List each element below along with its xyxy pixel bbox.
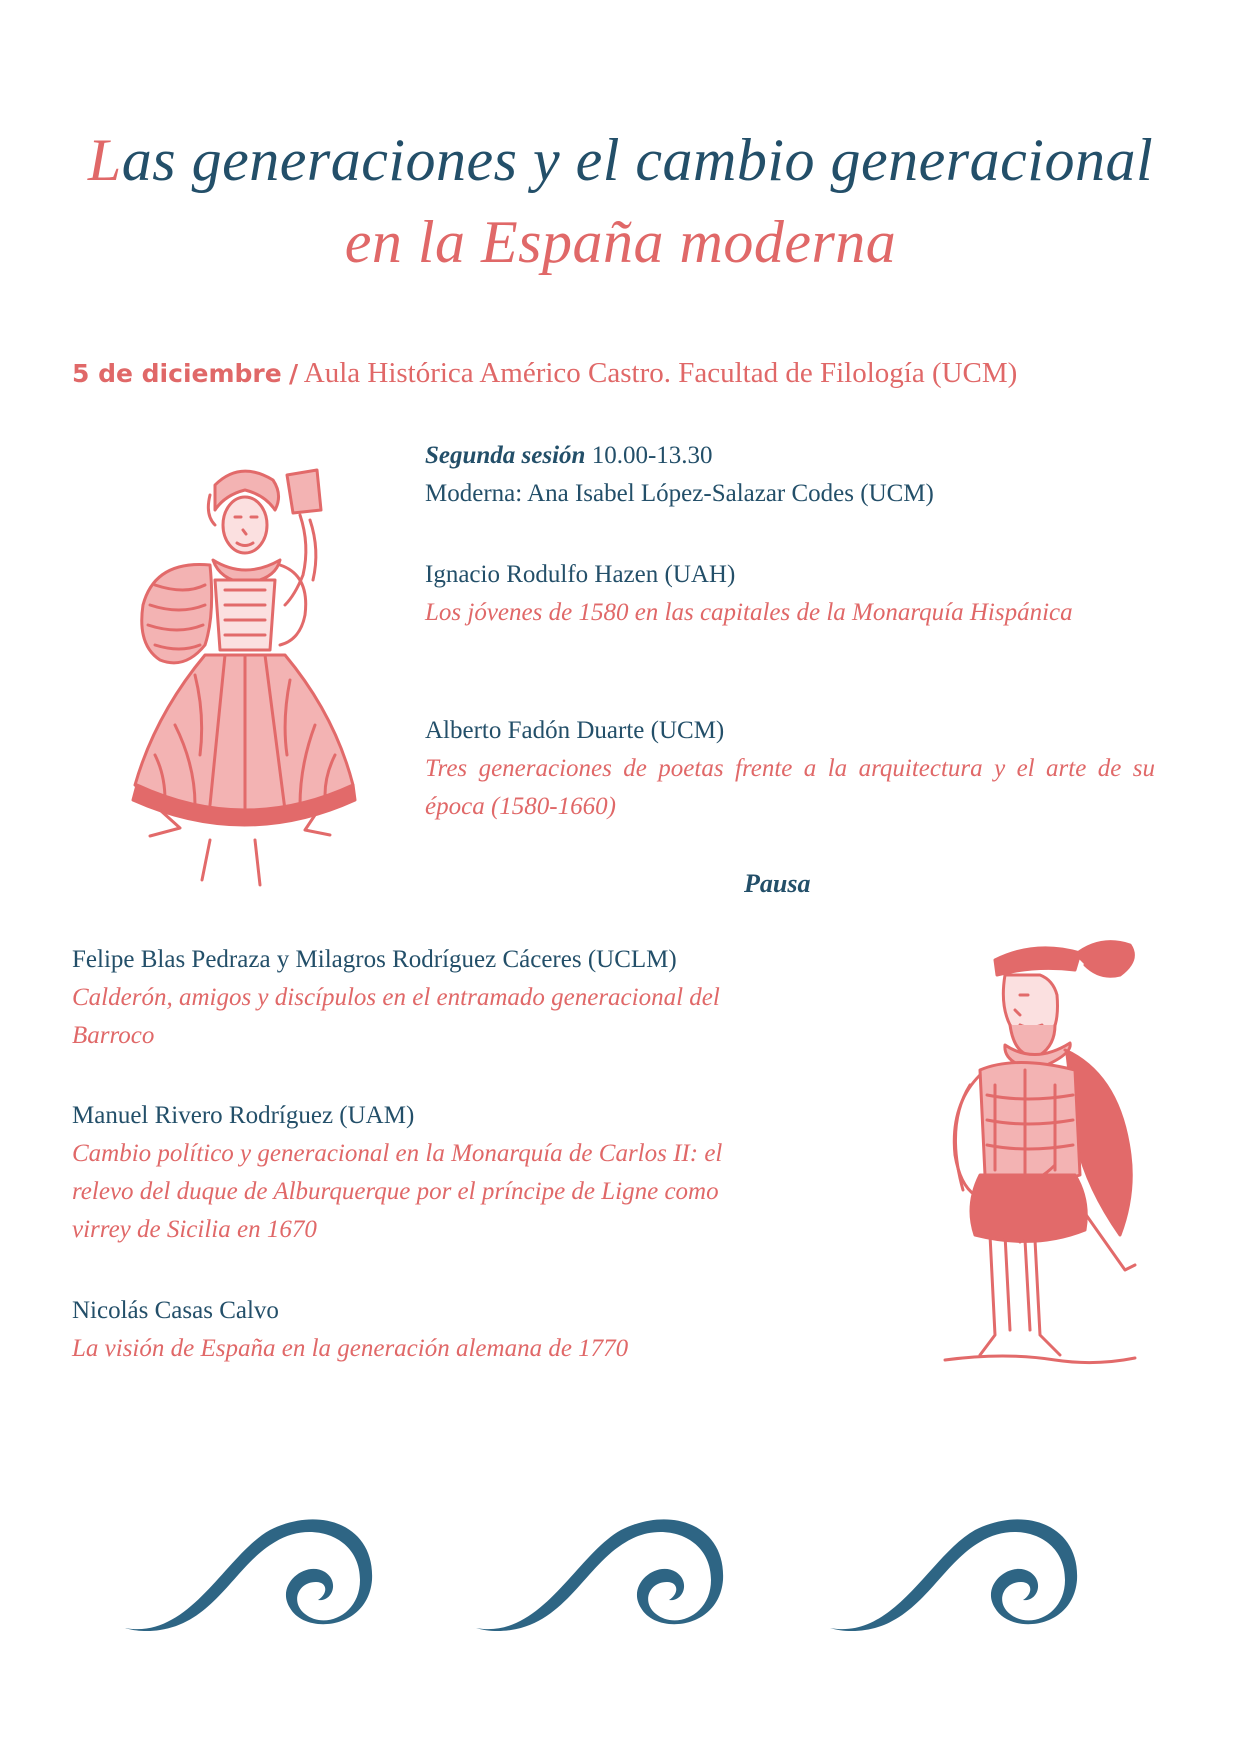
session-block [425, 437, 1155, 513]
talk-entry [72, 1292, 872, 1368]
talk-title: Los jóvenes de 1580 en las capitales de la Monarquía Hispánica [425, 599, 1073, 626]
talk-title-line: virrey de Sicilia en 1670 [72, 1216, 317, 1243]
talk-entry [425, 712, 1155, 826]
event-venue: Aula Histórica Américo Castro. Facultad de Filología (UCM) [303, 357, 1018, 389]
talk-title [72, 1330, 872, 1368]
talk-entry [72, 1097, 872, 1249]
pause-label: Pausa [744, 869, 811, 898]
talk-title-line: Barroco [72, 1022, 155, 1049]
wave-ornament [825, 1490, 1085, 1640]
session-moderator: Moderna: Ana Isabel López-Salazar Codes (UCM) [425, 480, 934, 507]
talk-title: Tres generaciones de poetas frente a la arquitectura y el arte de su época (1580-1660) [425, 755, 1155, 820]
session-time: 10.00-13.30 [591, 442, 713, 469]
title-line-1-text: as generaciones y el cambio generacional [121, 127, 1154, 193]
talk-title-line: La visión de España en la generación alemana de 1770 [72, 1335, 629, 1362]
talk-title [72, 1135, 872, 1249]
wave-ornament [471, 1490, 731, 1640]
session-heading [425, 437, 1155, 475]
talk-entry [72, 941, 872, 1055]
session-label: Segunda sesión [425, 442, 586, 469]
event-date: 5 de diciembre [72, 359, 282, 388]
wave-ornament [120, 1490, 380, 1640]
title-line-2: en la España moderna [344, 209, 897, 275]
man-woodcut-illustration [925, 935, 1150, 1365]
talk-title-line: relevo del duque de Alburquerque por el príncipe de Ligne como [72, 1178, 719, 1205]
woman-woodcut-illustration [115, 455, 370, 890]
talk-entry [425, 556, 1155, 632]
talk-speaker: Ignacio Rodulfo Hazen (UAH) [425, 561, 736, 588]
talk-speaker: Manuel Rivero Rodríguez (UAM) [72, 1102, 415, 1129]
date-separator: / [288, 359, 299, 388]
date-venue-line [72, 357, 1017, 390]
talk-title-line: Calderón, amigos y discípulos en el entramado generacional del [72, 984, 720, 1011]
talk-speaker: Nicolás Casas Calvo [72, 1297, 279, 1324]
talk-speaker: Felipe Blas Pedraza y Milagros Rodríguez Cáceres (UCLM) [72, 946, 677, 973]
talk-title-line: Cambio político y generacional en la Monarquía de Carlos II: el [72, 1140, 723, 1167]
talk-title [72, 979, 872, 1055]
title-initial: L [87, 127, 122, 193]
title-line-1 [60, 127, 1181, 193]
talk-speaker: Alberto Fadón Duarte (UCM) [425, 717, 725, 744]
